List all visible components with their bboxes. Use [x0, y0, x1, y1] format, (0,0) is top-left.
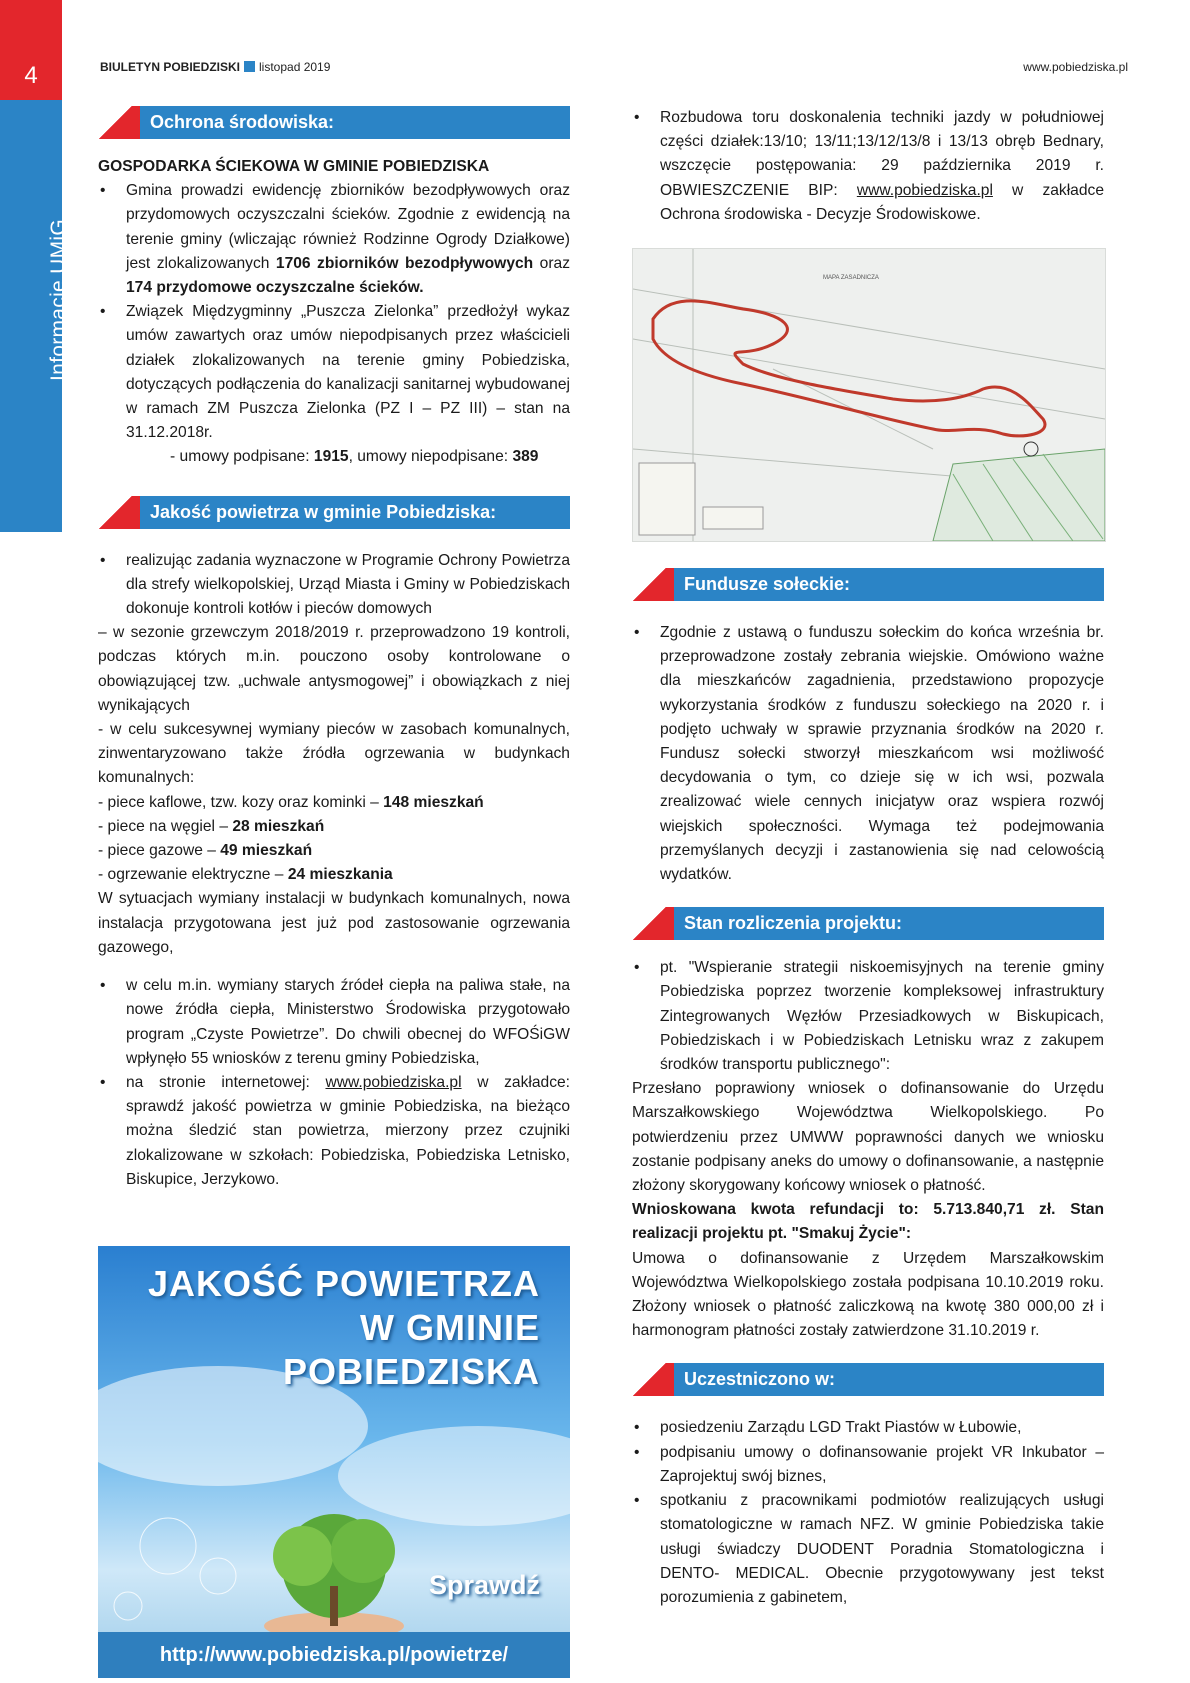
bullet-czyste-powietrze: • w celu m.in. wymiany starych źródeł ciepła na paliwa stałe, na nowe źródła ciepła, Ministerstwo Środowiska przygotowało program „Czyste Powietrze”. Do chwili obecnej do WFOŚiGW wpłynęło 55 wniosków z terenu gminy Pobiedziska, — [98, 974, 570, 1071]
bullet-rozbudowa: • Rozbudowa toru doskonalenia techniki jazdy w południowej części działek:13/10; 13/11;13/12/13/8 i 13/13 obręb Bednary, wszczęcie postępowania: 29 października 2019 r. OBWIESZCZENIE BIP: www.pobiedziska.pl w zakładce Ochrona środowiska - Decyzje Środowiskowe. — [632, 106, 1104, 227]
link-pobiedziska[interactable]: www.pobiedziska.pl — [325, 1073, 462, 1091]
bullet-podpisanie: • podpisaniu umowy o dofinansowanie projekt VR Inkubator – Zaprojektuj swój biznes, — [632, 1441, 1104, 1489]
track-map-svg — [633, 249, 1105, 541]
para-gazowe: W sytuacjach wymiany instalacji w budynkach komunalnych, nowa instalacja przygotowana jest już pod zastosowanie ogrzewania gazowego, — [98, 890, 570, 956]
air-quality-banner[interactable] — [98, 1246, 570, 1678]
bullet-ewidencja: • Gmina prowadzi ewidencję zbiorników bezodpływowych oraz przydomowych oczyszczalni ścieków. Zgodnie z ewidencją na terenie gminy (wliczając również Rodzinne Ogrody Działkowe) jest zlokalizowanych 1706 zbiorników bezodpływowych oraz 174 przydomowe oczyszczalne ścieków. — [98, 179, 570, 300]
right-column-top — [632, 106, 1104, 227]
bullet-spotkanie: • spotkaniu z pracownikami podmiotów realizujących usługi stomatologiczne w ramach NFZ. W gminie Pobiedziska takie usługi świadczy DUODENT Poradnia Stomatologiczna i DENTO- MEDICAL. Obecnie przygotowywany jest tekst porozumienia z gabinetem, — [632, 1489, 1104, 1610]
bullet-strona: • na stronie internetowej: www.pobiedziska.pl w zakładce: sprawdź jakość powietrza w gminie Pobiedziska, na bieżąco można śledzić stan powietrza, mierzony przez czujniki zlokalizowane w szkołach: Pobiedziska, Pobiedziska Letnisko, Biskupice, Jerzykowo. — [98, 1071, 570, 1192]
para-sezon: – w sezonie grzewczym 2018/2019 r. przeprowadzono 19 kontroli, podczas których m.in. pouczono osoby kontrolowane o obowiązującej tzw. „uchwale antysmogowej” i obowiązkach z niej wynikających — [98, 624, 570, 714]
right-column-bottom — [632, 568, 1104, 1610]
heading-triangle-icon — [98, 106, 140, 139]
bullet-kontrole: • realizując zadania wyznaczone w Programie Ochrony Powietrza dla strefy wielkopolskiej, Urząd Miasta i Gminy w Pobiedziskach dokonuje kontroli kotłów i pieców domowych — [98, 549, 570, 622]
heading-triangle-icon — [632, 1363, 674, 1396]
header-square-icon — [244, 61, 255, 72]
page-header — [100, 60, 1128, 82]
list-wegiel: - piece na węgiel – 28 mieszkań — [98, 817, 325, 835]
para-umowa: Umowa o dofinansowanie z Urzędem Marszałkowskim Województwa Wielkopolskiego została podpisana 10.10.2019 roku. Złożony wniosek o płatność zaliczkową na kwotę 380 000,00 zł i harmonogram płatności zostały zatwierdzone 31.10.2019 r. — [632, 1249, 1104, 1340]
publication-title: BIULETYN POBIEDZISKI — [100, 60, 241, 74]
heading-triangle-icon — [632, 907, 674, 940]
para-wymiana: - w celu sukcesywnej wymiany pieców w zasobach komunalnych, zinwentaryzowano także źródła ogrzewania w budynkach komunalnych: — [98, 721, 570, 787]
publication-date: listopad 2019 — [259, 60, 331, 74]
left-column — [98, 106, 570, 1192]
section-heading-powietrze: Jakość powietrza w gminie Pobiedziska: — [98, 496, 570, 529]
list-elektryczne: - ogrzewanie elektryczne – 24 mieszkania — [98, 866, 393, 884]
link-bip[interactable]: www.pobiedziska.pl — [856, 181, 993, 199]
banner-check-button[interactable]: Sprawdź — [428, 1570, 540, 1600]
bullet-zwiazek: • Związek Międzygminny „Puszcza Zielonka” przedłożył wykaz umów zawartych oraz umów niepodpisanych przez właścicieli działek zlokalizowanych na terenie gminy Pobiedziska, dotyczących podłączenia do kanalizacji sanitarnej wybudowanej w ramach ZM Puszcza Zielonka (PZ I – PZ III) – stan na 31.12.2018r. — [98, 300, 570, 445]
para-kwota: Wnioskowana kwota refundacji to: 5.713.840,71 zł. Stan realizacji projektu pt. "Smakuj Życie": — [632, 1201, 1104, 1243]
bullet-posiedzenie: • posiedzeniu Zarządu LGD Trakt Piastów w Łubowie, — [632, 1416, 1104, 1440]
subheading-gospodarka: GOSPODARKA ŚCIEKOWA W GMINIE POBIEDZISKA — [98, 158, 490, 175]
list-kaflowe: - piece kaflowe, tzw. kozy oraz kominki – 148 mieszkań — [98, 793, 484, 811]
header-url[interactable]: www.pobiedziska.pl — [1023, 60, 1128, 74]
para-wniosek: Przesłano poprawiony wniosek o dofinansowanie do Urzędu Marszałkowskiego Województwa Wielkopolskiego. Po potwierdzeniu przez UMWW poprawności danych we wniosku zostanie podpisany aneks do umowy o dofinansowanie, a następnie złożony skorygowany końcowy wniosek o płatność. — [632, 1080, 1104, 1195]
side-label: Informacje UMiG — [47, 218, 70, 382]
page-number: 4 — [0, 0, 62, 100]
contracts-line: - umowy podpisane: 1915, umowy niepodpisane: 389 — [170, 448, 539, 466]
track-map-photo — [632, 248, 1106, 542]
section-heading-projekt: Stan rozliczenia projektu: — [632, 907, 1104, 940]
map-label: MAPA ZASADNICZA — [823, 275, 879, 281]
heading-triangle-icon — [98, 496, 140, 529]
bullet-projekt: • pt. "Wspieranie strategii niskoemisyjnych na terenie gminy Pobiedziska poprzez tworzenie kompleksowej infrastruktury Zintegrowanych Węzłów Przesiadkowych w Biskupicach, Pobiedziskach i w Pobiedziskach Letnisku wraz z zakupem środków transportu publicznego": — [632, 956, 1104, 1077]
section-heading-uczestniczono: Uczestniczono w: — [632, 1363, 1104, 1396]
section-heading-ochrona: Ochrona środowiska: — [98, 106, 570, 139]
bullet-fundusze: • Zgodnie z ustawą o funduszu sołeckim do końca września br. przeprowadzone zostały zebrania wiejskie. Omówiono ważne dla mieszkańców zagadnienia, przedstawiono propozycje wykorzystania środków z funduszu sołeckiego na 2020 r. i podjęto uchwały w sprawie przyznania środków na 2020 r. Fundusz sołecki stworzył mieszkańcom wsi możliwość decydowania o tym, co dzieje się w ich wsi, pozwala zrealizować wiele cennych inicjatyw oraz wspiera rozwój wiejskich społeczności. Wymaga też podejmowania przemyślanych decyzji i zastanowienia się nad celowością wydatków. — [632, 621, 1104, 887]
banner-url[interactable]: http://www.pobiedziska.pl/powietrze/ — [98, 1632, 570, 1678]
section-heading-fundusze: Fundusze sołeckie: — [632, 568, 1104, 601]
list-gazowe: - piece gazowe – 49 mieszkań — [98, 842, 313, 860]
banner-title: JAKOŚĆ POWIETRZA W GMINIE POBIEDZISKA — [147, 1263, 540, 1392]
heading-triangle-icon — [632, 568, 674, 601]
